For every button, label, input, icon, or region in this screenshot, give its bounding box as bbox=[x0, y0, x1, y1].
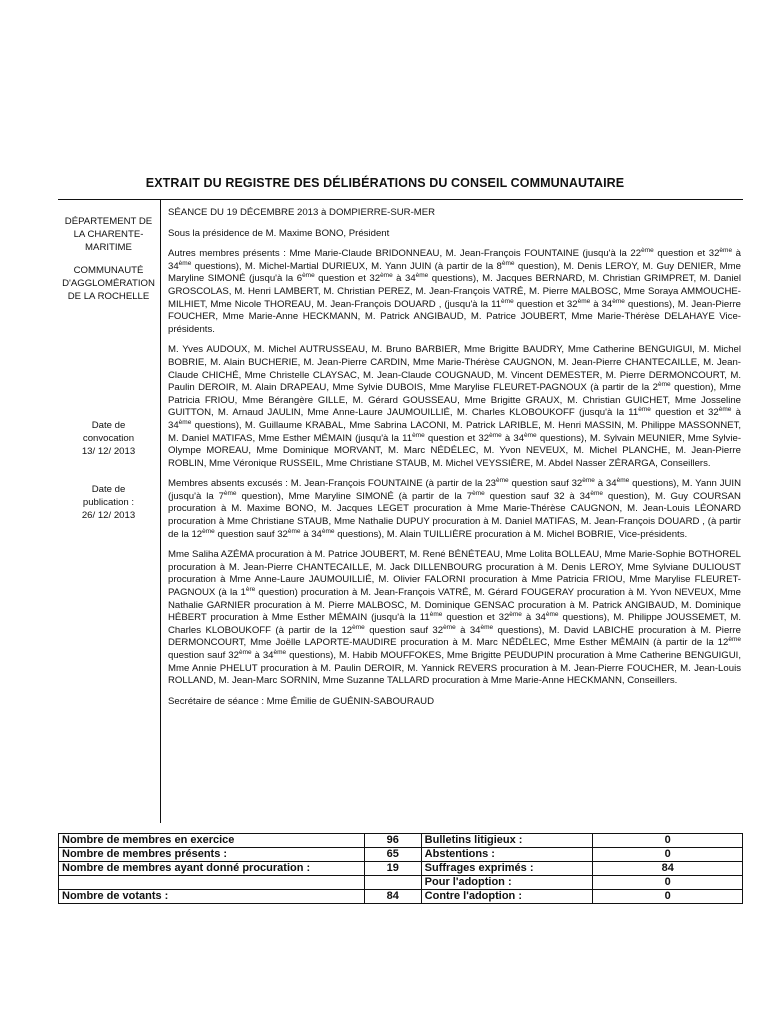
autres-membres-paragraph: Autres membres présents : Mme Marie-Claude BRIDONNEAU, M. Jean-François FOUNTAINE (jusqu'à la 22ème question et 32ème à 34ème questions), M. Michel-Martial DURIEUX, M. Yann JUIN (à partir de la 8ème question), M. Denis LEROY, M. Guy DENIER, Mme Maryline SIMONÉ (jusqu'à la 6ème question et 32ème à 34ème questions), M. Jacques BERNARD, M. Christian GRIMPRET, M. Daniel GROSCOLAS, M. Henri LAMBERT, M. Christian PEREZ, M. Jean-François VATRÉ, M. Pierre MALBOSC, Mme Soraya AMMOUCHE-MILHIET, Mme Nicole THOREAU, M. Jean-François DOUARD , (jusqu'à la 11ème question et 32ème à 34ème questions), M. Jean-Pierre FOUCHER, Mme Marie-Anne HECKMANN, M. Patrick ANGIBAUD, M. Patrice JOUBERT, Mme Marie-Thérèse DELAHAYE Vice-présidents. bbox=[168, 247, 741, 335]
secretaire-line: Secrétaire de séance : Mme Émilie de GUÉNIN-SABOURAUD bbox=[168, 695, 435, 707]
stat-label: Nombre de membres présents : bbox=[59, 848, 365, 862]
convocation-date: 13/ 12/ 2013 bbox=[81, 446, 136, 457]
table-row bbox=[59, 876, 743, 890]
table-row bbox=[59, 848, 743, 862]
absents-paragraph: Membres absents excusés : M. Jean-François FOUNTAINE (à partir de la 23ème question sauf 32ème à 34ème questions), M. Yann JUIN (jusqu'à la 7ème question), Mme Maryline SIMONÉ (à partir de la 7ème question sauf 32 à 34ème question), M. Guy COURSAN procuration à M. Maxime BONO, M. Jacques LEGET procuration à Mme Marie-Thérèse CAUGNON, M. Jean-Louis LÉONARD procuration à Mme Christiane STAUB, Mme Nathalie DUPUY procuration à M. Daniel MATIFAS, M. Jean-François DOUARD , (à partir de la 12ème question sauf 32ème à 34ème questions), M. Alain TUILLIÈRE procuration à M. Michel BOBRIE, Vice-présidents. bbox=[168, 477, 742, 540]
conseillers-paragraph: M. Yves AUDOUX, M. Michel AUTRUSSEAU, M. Bruno BARBIER, Mme Brigitte BAUDRY, Mme Catherine BENGUIGUI, M. Michel BOBRIE, M. Alain BUCHERIE, M. Jean-Pierre CARDIN, Mme Marie-Thérèse CAUGNON, M. Jean-Pierre CHANTECAILLE, M. Jean-Claude CHICHÉ, Mme Christelle CLAYSAC, M. Jean-Claude COUGNAUD, M. Vincent DEMESTER, M. Pierre DERMONCOURT, M. Paulin DEROIR, M. Alain DRAPEAU, Mme Sylvie DUBOIS, Mme Marylise FLEURET-PAGNOUX (à partir de la 2ème question), Mme Patricia FRIOU, Mme Bérangère GILLE, M. Gérard GOUSSEAU, Mme Brigitte GRAUX, M. Christian GUICHET, Mme Josseline GUITTON, M. Arnaud JAULIN, Mme Anne-Laure JAUMOUILLIÉ, M. Charles KLOBOUKOFF (jusqu'à la 11ème question et 32ème à 34ème questions), M. Guillaume KRABAL, Mme Sabrina LACONI, M. Patrick LARIBLE, M. Henri MASSIN, M. Philippe MASSONNET, M. Daniel MATIFAS, Mme Esther MÉMAIN (jusqu'à la 11ème question et 32ème à 34ème questions), M. Sylvain MEUNIER, Mme Sylvie-Olympe MOREAU, Mme Dominique MORVANT, M. Marc NÉDÉLEC, M. Yvon NEVEUX, M. Michel PLANCHE, M. Jean-Pierre ROBLIN, Mme Véronique RUSSEIL, Mme Christiane STAUB, M. Michel VEYSSIÈRE, M. Abdel Nasser ZÉRARGA, Conseillers. bbox=[168, 344, 742, 469]
convocation-line: Date de bbox=[91, 420, 126, 431]
vote-statistics-table bbox=[58, 833, 743, 904]
stat-value: 96 bbox=[364, 834, 421, 848]
stat-label: Nombre de votants : bbox=[59, 890, 365, 904]
stat-value bbox=[364, 876, 421, 890]
stat-value: 65 bbox=[364, 848, 421, 862]
stat-label: Abstentions : bbox=[421, 848, 593, 862]
stat-value: 0 bbox=[593, 834, 743, 848]
stat-label: Contre l'adoption : bbox=[421, 890, 593, 904]
departement-block bbox=[58, 215, 159, 254]
stat-value: 0 bbox=[593, 876, 743, 890]
stat-label: Suffrages exprimés : bbox=[421, 862, 593, 876]
stat-label bbox=[59, 876, 365, 890]
table-row bbox=[59, 834, 743, 848]
table-row bbox=[59, 890, 743, 904]
departement-line: MARITIME bbox=[85, 242, 132, 253]
publication-line: Date de bbox=[91, 484, 126, 495]
procurations-paragraph: Mme Saliha AZÉMA procuration à M. Patrice JOUBERT, M. René BÉNÉTEAU, Mme Lolita BOLLEAU, Mme Marie-Sophie BOTHOREL procuration à M. Jean-Pierre CHANTECAILLE, M. Jack DILLENBOURG procuration à M. Denis LEROY, Mme Sylviane DULIOUST procuration à Mme Anne-Laure JAUMOUILLIÉ, M. Olivier FALORNI procuration à Mme Patricia FRIOU, Mme Marylise FLEURET-PAGNOUX (à la 1ère question) procuration à M. Jean-François VATRÉ, M. Gérard FOUGERAY procuration à M. Yvon NEVEUX, Mme Nathalie GARNIER procuration à M. Pierre MALBOSC, M. Dominique GENSAC procuration à M. Patrick ANGIBAUD, M. Dominique HÉBERT procuration à Mme Esther MÉMAIN (jusqu'à la 11ème question et 32ème à 34ème questions), M. Philippe JOUSSEMET, M. Charles KLOBOUKOFF (à partir de la 12ème question sauf 32ème à 34ème questions), M. David LABICHE procuration à M. Pierre DERMONCOURT, Mme Joëlle LAPORTE-MAUDIRE procuration à M. Marc NÉDÉLEC, Mme Esther MÉMAIN (à partir de la 12ème question sauf 32ème à 34ème questions), M. Habib MOUFFOKES, Mme Brigitte PEUDUPIN procuration à Mme Catherine BENGUIGUI, Mme Annie PHELUT procuration à M. Paulin DEROIR, M. Yannick REVERS procuration à M. Jean-Pierre FOUCHER, M. Jean-Louis ROLLAND, M. Jean-Marc SORNIN, Mme Suzanne TALLARD procuration à Mme Marie-Anne HECKMANN, Conseillers. bbox=[168, 549, 741, 687]
communaute-block bbox=[58, 264, 159, 303]
departement-line: LA CHARENTE- bbox=[73, 229, 144, 240]
communaute-line: D'AGGLOMÉRATION bbox=[62, 278, 155, 289]
publication-line: publication : bbox=[82, 497, 135, 508]
stat-label: Nombre de membres en exercice bbox=[59, 834, 365, 848]
seance-line: SÉANCE DU 19 DÉCEMBRE 2013 à DOMPIERRE-SUR-MER bbox=[168, 207, 436, 218]
document-title: EXTRAIT DU REGISTRE DES DÉLIBÉRATIONS DU CONSEIL COMMUNAUTAIRE bbox=[145, 176, 625, 190]
stat-label: Nombre de membres ayant donné procuration : bbox=[59, 862, 365, 876]
table-row bbox=[59, 862, 743, 876]
column-divider bbox=[160, 199, 161, 823]
stat-label: Pour l'adoption : bbox=[421, 876, 593, 890]
publication-block bbox=[58, 483, 159, 522]
stat-label: Bulletins litigieux : bbox=[421, 834, 593, 848]
departement-line: DÉPARTEMENT DE bbox=[64, 216, 153, 227]
stat-value: 84 bbox=[593, 862, 743, 876]
stat-value: 19 bbox=[364, 862, 421, 876]
communaute-line: COMMUNAUTÉ bbox=[73, 265, 144, 276]
convocation-block bbox=[58, 419, 159, 458]
publication-date: 26/ 12/ 2013 bbox=[81, 510, 136, 521]
deliberation-body bbox=[168, 207, 741, 716]
stat-value: 84 bbox=[364, 890, 421, 904]
left-column bbox=[58, 199, 159, 823]
convocation-line: convocation bbox=[82, 433, 135, 444]
stat-value: 0 bbox=[593, 890, 743, 904]
stat-value: 0 bbox=[593, 848, 743, 862]
presidence-line: Sous la présidence de M. Maxime BONO, Président bbox=[168, 227, 390, 239]
communaute-line: DE LA ROCHELLE bbox=[67, 291, 150, 302]
